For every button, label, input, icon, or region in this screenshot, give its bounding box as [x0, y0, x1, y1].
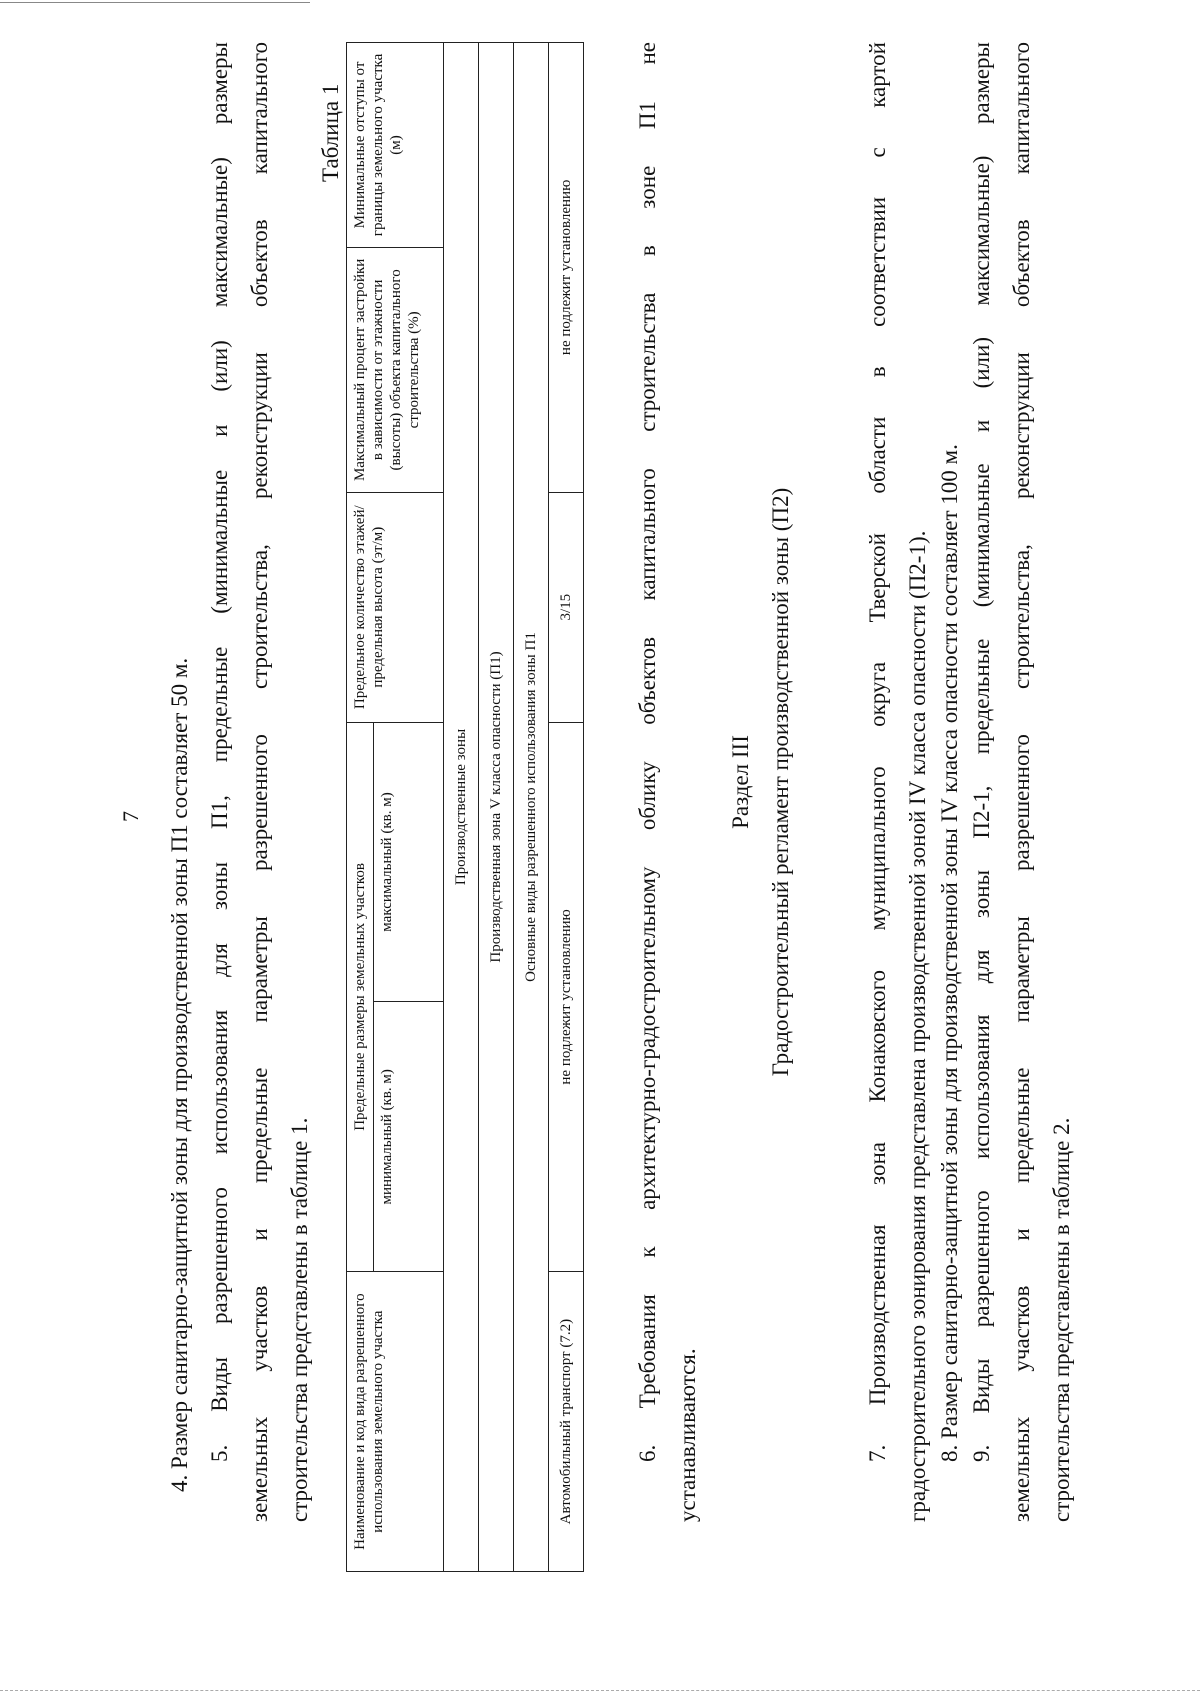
row-name: Автомобильный транспорт (7.2) [549, 1272, 584, 1572]
paragraph-7-line-1: 7. Производственная зона Конаковского муниципального округа Тверской области в соответствии с картой [865, 42, 890, 1462]
section-subtitle: Градостроительный регламент производственной зоны (П2) [768, 487, 793, 1077]
table-1 [346, 42, 584, 1572]
paragraph-5-line-1: 5. Виды разрешенного использования для зоны П1, предельные (минимальные и (или) максимальные) размеры [207, 42, 232, 1462]
scan-edge-top [0, 2, 310, 3]
table-caption: Таблица 1 [318, 83, 343, 182]
page-number: 7 [118, 811, 143, 822]
header-coverage: Максимальный процент застройки в зависимости от этажности (высоты) объекта капитального строительства (%) [347, 247, 444, 492]
section-title: Раздел III [728, 735, 753, 829]
paragraph-5-line-3: строительства представлены в таблице 1. [287, 1117, 312, 1522]
header-setback: Минимальные отступы от границы земельного участка (м) [347, 43, 444, 248]
header-min: минимальный (кв. м) [374, 1002, 444, 1272]
paragraph-9-line-3: строительства представлены в таблице 2. [1049, 1117, 1074, 1522]
paragraph-6-line-2: устанавливаются. [675, 1348, 700, 1522]
header-floors: Предельное количество этажей/ предельная высота (эт/м) [347, 492, 444, 722]
paragraph-9-line-1: 9. Виды разрешенного использования для зоны П2-1, предельные (минимальные и (или) максимальные) размеры [969, 42, 994, 1462]
paragraph-9-line-2: земельных участков и предельные параметры разрешенного строительства, реконструкции объектов капитального [1009, 42, 1034, 1522]
row-rest: не подлежит установлению [549, 43, 584, 493]
group-row-zones: Производственные зоны [444, 43, 479, 1572]
row-size: не подлежит установлению [549, 722, 584, 1272]
row-floors: 3/15 [549, 492, 584, 722]
group-row-p1: Производственная зона V класса опасности (П1) [479, 43, 514, 1572]
header-max: максимальный (кв. м) [374, 722, 444, 1002]
header-sizes: Предельные размеры земельных участков [347, 722, 374, 1272]
scan-edge-bottom [0, 1690, 1200, 1691]
paragraph-5-line-2: земельных участков и предельные параметры разрешенного строительства, реконструкции объектов капитального [247, 42, 272, 1522]
group-row-main-uses: Основные виды разрешенного использования зоны П1 [514, 43, 549, 1572]
header-name: Наименование и код вида разрешенного использования земельного участка [347, 1272, 444, 1572]
paragraph-8: 8. Размер санитарно-защитной зоны для производственной зоны IV класса опасности составляет 100 м. [937, 444, 962, 1462]
paragraph-6-line-1: 6. Требования к архитектурно-градостроительному облику объектов капитального строительства в зоне П1 не [635, 42, 660, 1462]
paragraph-4: 4. Размер санитарно-защитной зоны для производственной зоны П1 составляет 50 м. [167, 657, 192, 1492]
paragraph-7-line-2: градостроительного зонирования представлена производственной зоной IV класса опасности (П2-1). [905, 530, 930, 1522]
